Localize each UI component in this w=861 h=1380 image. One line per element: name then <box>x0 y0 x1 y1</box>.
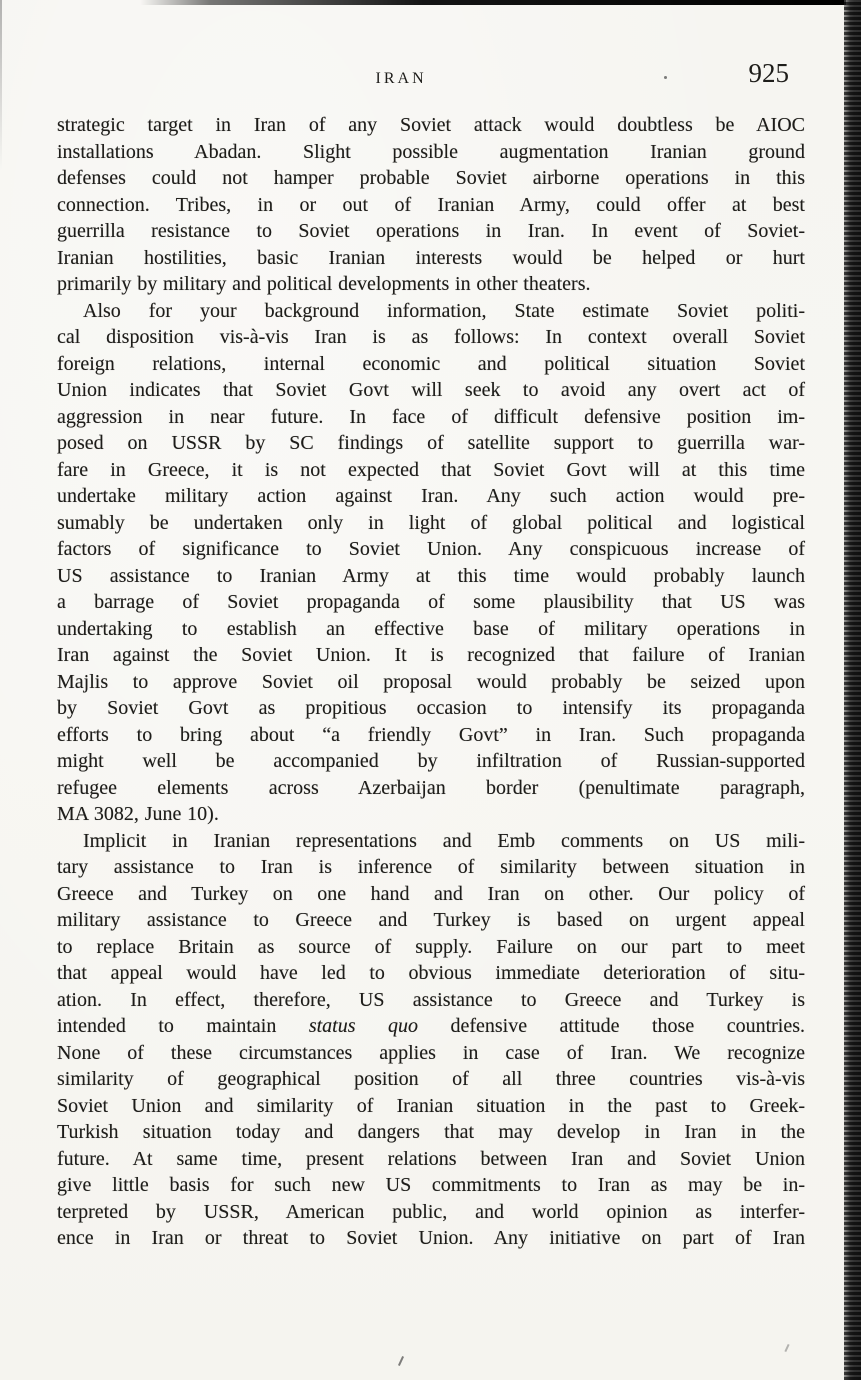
text-line: factors of significance to Soviet Union. Any conspicuous increase of <box>57 538 805 560</box>
text-line: might well be accompanied by infiltration of Russian-supported <box>57 750 805 772</box>
text-segment: intended to maintain <box>57 1015 309 1037</box>
text-line: refugee elements across Azerbaijan border (penultimate paragraph, <box>57 776 805 799</box>
text-line: installations Abadan. Slight possible augmentation Iranian ground <box>57 140 805 163</box>
text-line: connection. Tribes, in or out of Iranian Army, could offer at best <box>57 193 805 216</box>
text-line: to replace Britain as source of supply. Failure on our part to meet <box>57 935 805 958</box>
text-line: US assistance to Iranian Army at this time would probably launch <box>57 564 805 587</box>
text-line: None of these circumstances applies in case of Iran. We recognize <box>57 1041 805 1064</box>
page-header <box>57 58 805 112</box>
scan-top-edge <box>140 0 846 5</box>
text-line: Majlis to approve Soviet oil proposal would probably be seized upon <box>57 670 805 693</box>
text-line: give little basis for such new US commitments to Iran as may be in- <box>57 1174 805 1196</box>
text-line: foreign relations, internal economic and political situation Soviet <box>57 352 805 375</box>
text-segment: defensive attitude those countries. <box>417 1015 806 1037</box>
text-line: guerrilla resistance to Soviet operations in Iran. In event of Soviet- <box>57 220 805 242</box>
scan-artifact <box>398 1356 404 1366</box>
text-line: tary assistance to Iran is inference of similarity between situation in <box>57 856 805 878</box>
paragraph <box>57 298 805 828</box>
text-line <box>57 1013 805 1040</box>
italic-text: status quo <box>308 1015 418 1037</box>
text-line: military assistance to Greece and Turkey is based on urgent appeal <box>57 909 805 931</box>
paragraph <box>57 828 805 1252</box>
text-line: strategic target in Iran of any Soviet attack would doubtless be AIOC <box>57 114 805 136</box>
text-line: ence in Iran or threat to Soviet Union. Any initiative on part of Iran <box>57 1227 805 1249</box>
text-line: undertake military action against Iran. Any such action would pre- <box>57 485 805 507</box>
text-line: posed on USSR by SC findings of satellite support to guerrilla war- <box>57 432 805 454</box>
text-line: Soviet Union and similarity of Iranian situation in the past to Greek- <box>57 1094 805 1117</box>
text-line: MA 3082, June 10). <box>57 803 219 825</box>
text-line: undertaking to establish an effective base of military operations in <box>57 617 805 640</box>
text-line: Greece and Turkey on one hand and Iran on other. Our policy of <box>57 882 805 905</box>
text-line: efforts to bring about “a friendly Govt” in Iran. Such propaganda <box>57 723 805 746</box>
text-column <box>57 58 805 1252</box>
text-line: Iranian hostilities, basic Iranian interests would be helped or hurt <box>57 246 805 269</box>
scan-right-edge <box>844 0 861 1380</box>
text-line: sumably be undertaken only in light of global political and logistical <box>57 511 805 534</box>
text-line: Iran against the Soviet Union. It is recognized that failure of Iranian <box>57 644 805 666</box>
text-line: similarity of geographical position of all three countries vis-à-vis <box>57 1068 805 1090</box>
text-line: primarily by military and political developments in other theaters. <box>57 273 591 295</box>
paragraph <box>57 112 805 298</box>
page-number: 925 <box>748 58 789 88</box>
text-line: terpreted by USSR, American public, and world opinion as interfer- <box>57 1200 805 1223</box>
text-line: ation. In effect, therefore, US assistance to Greece and Turkey is <box>57 988 805 1011</box>
scan-left-edge <box>0 0 2 170</box>
text-line: Implicit in Iranian representations and Emb comments on US mili- <box>83 829 805 852</box>
running-head: IRAN <box>375 70 427 87</box>
text-line: cal disposition vis-à-vis Iran is as follows: In context overall Soviet <box>57 326 805 348</box>
text-line: Turkish situation today and dangers that may develop in Iran in the <box>57 1121 805 1143</box>
text-line: future. At same time, present relations between Iran and Soviet Union <box>57 1147 805 1170</box>
text-line: defenses could not hamper probable Soviet airborne operations in this <box>57 167 805 189</box>
text-line: Union indicates that Soviet Govt will seek to avoid any overt act of <box>57 379 805 401</box>
text-line: aggression in near future. In face of difficult defensive position im- <box>57 405 805 428</box>
text-line: by Soviet Govt as propitious occasion to intensify its propaganda <box>57 697 805 719</box>
text-line: Also for your background information, State estimate Soviet politi- <box>83 299 805 322</box>
page-body <box>57 112 805 1252</box>
scan-artifact <box>784 1344 789 1352</box>
text-line: a barrage of Soviet propaganda of some plausibility that US was <box>57 591 805 613</box>
text-line: that appeal would have led to obvious immediate deterioration of situ- <box>57 962 805 984</box>
text-line: fare in Greece, it is not expected that Soviet Govt will at this time <box>57 458 805 481</box>
